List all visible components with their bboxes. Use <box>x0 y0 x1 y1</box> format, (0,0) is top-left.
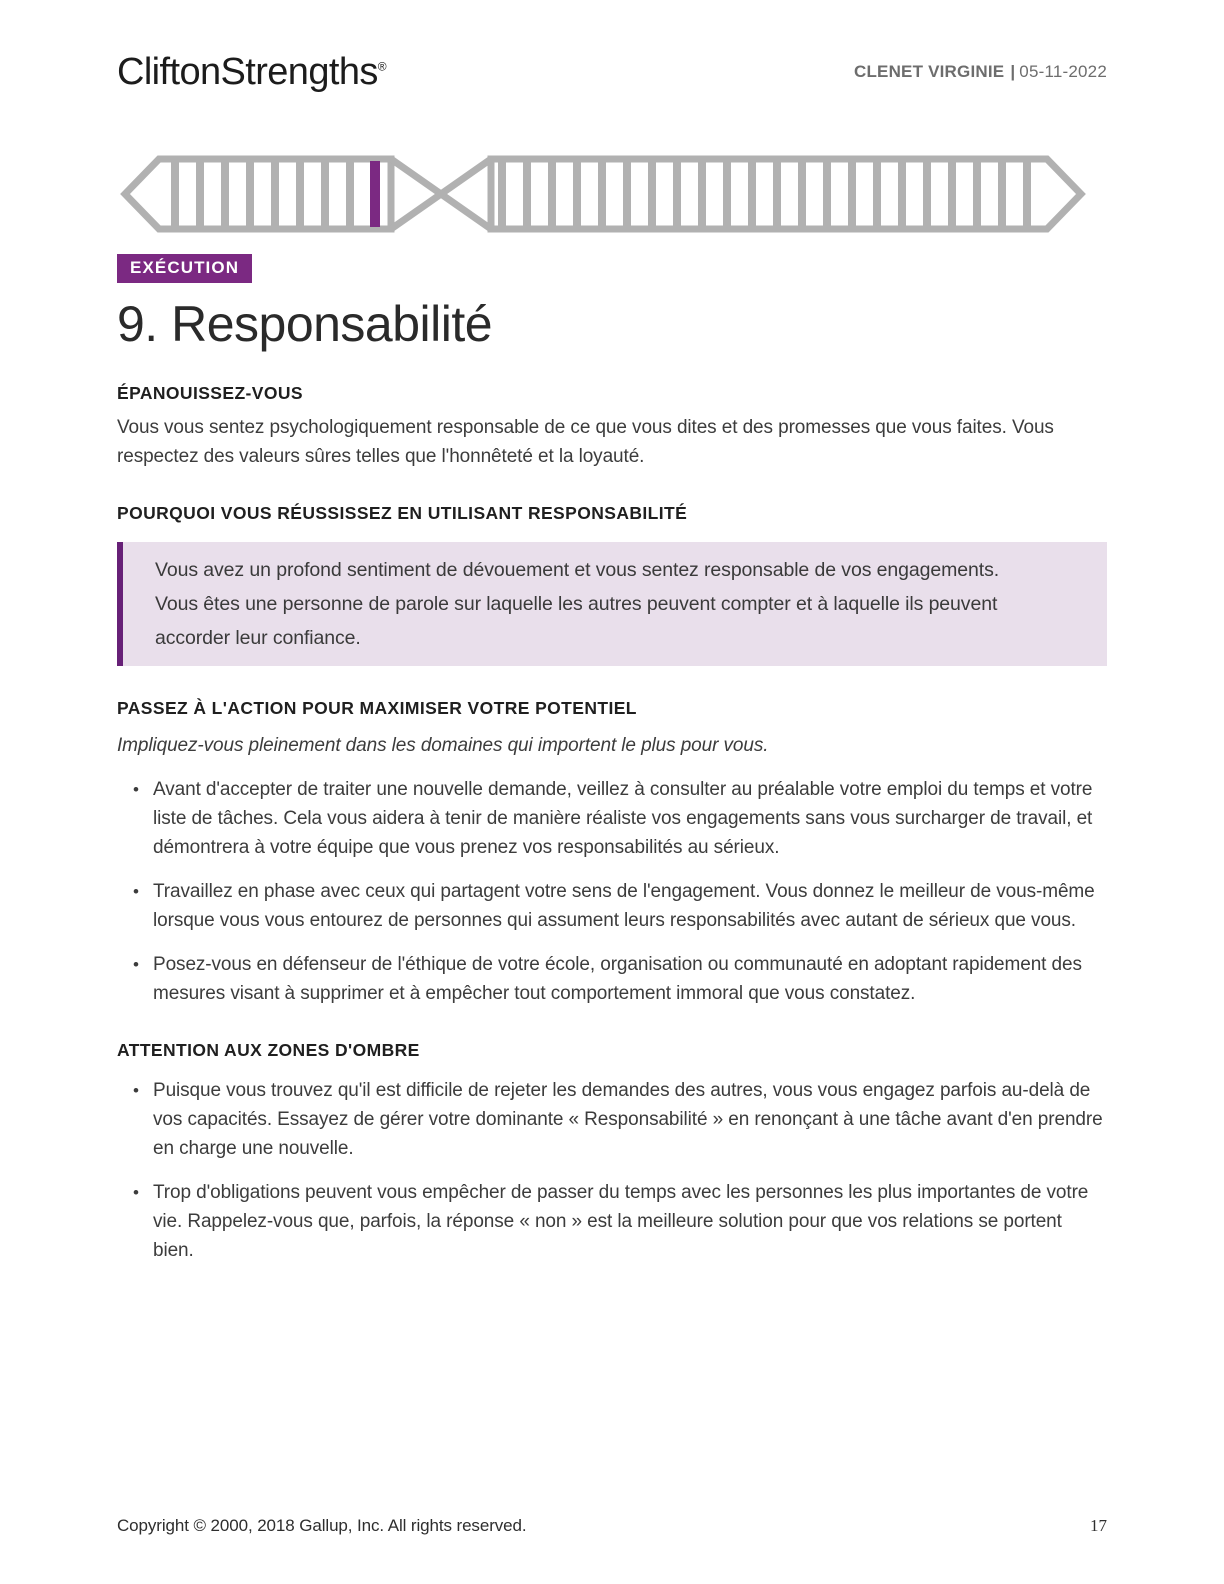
cliftonstrengths-logo <box>117 53 386 91</box>
dna-strand-graphic <box>119 151 1107 237</box>
header-separator: | <box>1010 62 1016 81</box>
section-heading-blindspots: ATTENTION AUX ZONES D'OMBRE <box>117 1039 420 1060</box>
section-heading-why: POURQUOI VOUS RÉUSSISSEZ EN UTILISANT RESPONSABILITÉ <box>117 502 688 523</box>
action-bullet-item: • Posez-vous en défenseur de l'éthique de votre école, organisation ou communauté en adoptant rapidement des mesures visant à supprimer et à empêcher tout comportement immoral que vous constatez. <box>117 950 1107 1008</box>
dna-strand-svg <box>119 151 1087 237</box>
registered-trademark-mark: ® <box>377 59 387 74</box>
action-bullet-item: • Avant d'accepter de traiter une nouvelle demande, veillez à consulter au préalable votre emploi du temps et votre liste de tâches. Cela vous aidera à tenir de manière réaliste vos engagements sans vous surcharger de travail, et démontrera à votre équipe que vous prenez vos responsabilités au sérieux. <box>117 775 1107 862</box>
dna-highlight-bar <box>370 161 380 227</box>
person-name: CLENET VIRGINIE <box>853 62 1005 81</box>
theme-title: 9. Responsabilité <box>117 295 493 352</box>
report-date: 05-11-2022 <box>1019 62 1107 81</box>
page-header <box>117 53 1107 91</box>
thrive-paragraph: Vous vous sentez psychologiquement responsable de ce que vous dites et des promesses que vous faites. Vous respectez des valeurs sûres telles que l'honnêteté et la loyauté. <box>117 416 1054 467</box>
action-bullet-list <box>117 775 1107 1008</box>
action-lead-italic: Impliquez-vous pleinement dans les domaines qui importent le plus pour vous. <box>117 734 769 756</box>
strength-quote-box: Vous avez un profond sentiment de dévouement et vous sentez responsable de vos engagements. Vous êtes une personne de parole sur laquelle les autres peuvent compter et à laquelle ils peuvent accorder leur confiance. <box>117 542 1107 666</box>
blindspot-bullet-item: • Trop d'obligations peuvent vous empêcher de passer du temps avec les personnes les plus importantes de votre vie. Rappelez-vous que, parfois, la réponse « non » est la meilleure solution pour que vos relations se portent bien. <box>117 1178 1107 1265</box>
report-owner-info <box>854 62 1107 82</box>
section-heading-thrive: ÉPANOUISSEZ-VOUS <box>117 382 303 403</box>
dna-bars-right <box>498 161 1031 227</box>
blindspots-bullet-list <box>117 1076 1107 1265</box>
page-number: 17 <box>1090 1516 1107 1535</box>
domain-badge: EXÉCUTION <box>117 254 252 283</box>
action-bullet-item: • Travaillez en phase avec ceux qui partagent votre sens de l'engagement. Vous donnez le meilleur de vous-même lorsque vous vous entourez de personnes qui assument leurs responsabilités avec autant de sérieux que vous. <box>117 877 1107 935</box>
dna-bars-left <box>171 161 354 227</box>
blindspot-bullet-item: • Puisque vous trouvez qu'il est difficile de rejeter les demandes des autres, vous vous engagez parfois au-delà de vos capacités. Essayez de gérer votre dominante « Responsabilité » en renonçant à une tâche avant d'en prendre en charge une nouvelle. <box>117 1076 1107 1163</box>
section-heading-action: PASSEZ À L'ACTION POUR MAXIMISER VOTRE POTENTIEL <box>117 697 637 718</box>
page-footer <box>117 1516 1107 1536</box>
logo-text: CliftonStrengths <box>117 51 378 93</box>
copyright-text: Copyright © 2000, 2018 Gallup, Inc. All rights reserved. <box>117 1516 527 1535</box>
